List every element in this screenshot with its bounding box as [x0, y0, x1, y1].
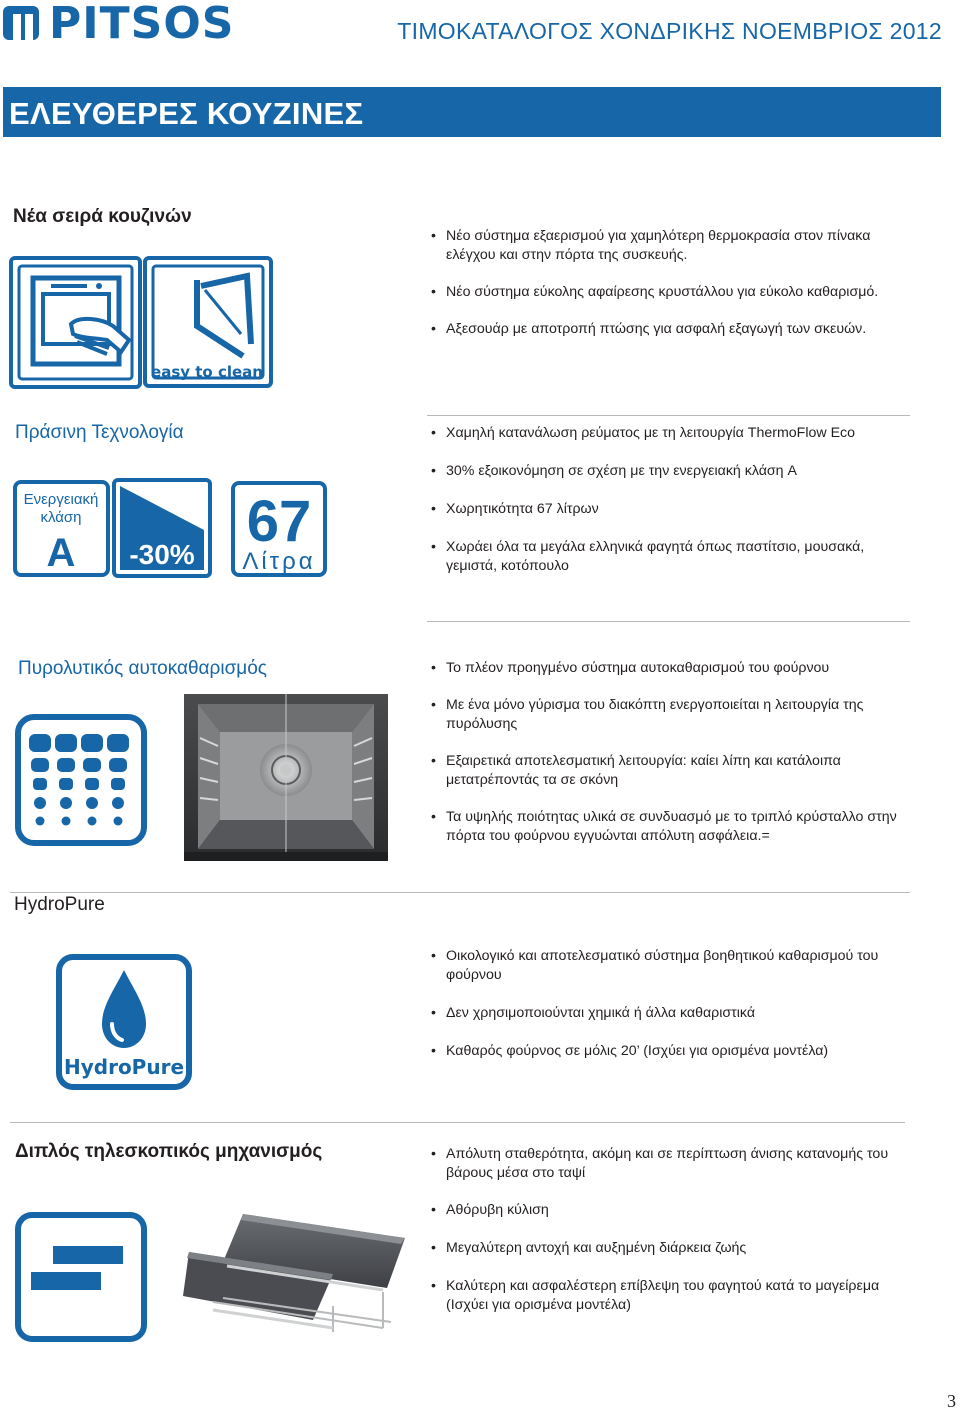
document-title: ΤΙΜΟΚΑΤΑΛΟΓΟΣ ΧΟΝΔΡΙΚΗΣ ΝΟΕΜΒΡΙΟΣ 2012	[397, 18, 942, 44]
list-item: • Χωρητικότητα 67 λίτρων	[431, 500, 911, 519]
section-title-new-series: Νέα σειρά κουζινών	[13, 206, 192, 227]
list-item: • Καθαρός φούρνος σε μόλις 20’ (Ισχύει για ορισμένα μοντέλα)	[431, 1042, 931, 1061]
list-item: • Αξεσουάρ με αποτροπή πτώσης για ασφαλή εξαγωγή των σκευών.	[431, 320, 881, 339]
telescopic-rails-photo	[183, 1210, 409, 1334]
section-title-pyrolytic: Πυρολυτικός αυτοκαθαρισμός	[18, 658, 267, 679]
list-item: • Νέο σύστημα εξαερισμού για χαμηλότερη θερμοκρασία στον πίνακα ελέγχου και στην πόρτα της συσκευής.	[431, 227, 881, 265]
banner-title: ΕΛΕΥΘΕΡΕΣ ΚΟΥΖΙΝΕΣ	[9, 96, 364, 131]
section-title-hydropure: HydroPure	[14, 894, 105, 915]
green-tech-bullets	[431, 424, 911, 576]
pyrolytic-bullets	[431, 659, 911, 846]
list-item: • Νέο σύστημα εύκολης αφαίρεσης κρυστάλλου για εύκολο καθαρισμό.	[431, 283, 881, 302]
list-item: • Το πλέον προηγμένο σύστημα αυτοκαθαρισμού του φούρνου	[431, 659, 911, 678]
oven-ventilation-icon	[9, 256, 142, 389]
section-divider	[427, 621, 910, 622]
brand-logo	[3, 0, 235, 49]
list-item: • Μεγαλύτερη αντοχή και αυξημένη διάρκεια ζωής	[431, 1239, 916, 1258]
hydropure-icon	[56, 954, 192, 1090]
list-item: • 30% εξοικονόμηση σε σχέση με την ενεργειακή κλάση A	[431, 462, 911, 481]
list-item: • Με ένα μόνο γύρισμα του διακόπτη ενεργοποιείται η λειτουργία της πυρόλυσης	[431, 696, 911, 734]
section-divider	[10, 892, 910, 893]
category-banner	[3, 87, 941, 137]
energy-class-icon	[13, 480, 110, 577]
brand-name: PITSOS	[49, 0, 235, 49]
list-item: • Χαμηλή κατανάλωση ρεύματος με τη λειτουργία ThermoFlow Eco	[431, 424, 911, 443]
list-item: • Καλύτερη και ασφαλέστερη επίβλεψη του φαγητού κατά το μαγείρεμα (Ισχύει για ορισμένα μοντέλα)	[431, 1277, 916, 1315]
energy-label-line1: Ενεργειακή	[23, 491, 99, 508]
hydropure-bullets	[431, 947, 931, 1061]
telescopic-rails-icon	[15, 1212, 147, 1342]
hydropure-logo-label: HydroPure	[63, 1055, 185, 1079]
saving-label: -30%	[129, 539, 195, 570]
capacity-icon	[231, 481, 327, 577]
oven-interior-photo	[184, 694, 388, 861]
section-title-green-tech: Πράσινη Τεχνολογία	[15, 422, 184, 443]
list-item: • Τα υψηλής ποιότητας υλικά σε συνδυασμό με το τριπλό κρύσταλλο στην πόρτα του φούρνου εγγυώνται απόλυτη ασφάλεια.=	[431, 808, 911, 846]
list-item: • Αθόρυβη κύλιση	[431, 1201, 916, 1220]
new-series-bullets	[431, 227, 881, 339]
telescopic-bullets	[431, 1145, 916, 1315]
pyrolytic-dots-icon	[15, 714, 147, 846]
section-divider	[10, 1122, 905, 1123]
pitsos-mark-icon	[3, 2, 43, 46]
list-item: • Οικολογικό και αποτελεσματικό σύστημα βοηθητικού καθαρισμού του φούρνου	[431, 947, 931, 985]
easy-clean-label: easy to clean	[151, 363, 263, 381]
energy-label-line2: κλάση	[40, 509, 82, 526]
list-item: • Δεν χρησιμοποιούνται χημικά ή άλλα καθαριστικά	[431, 1004, 931, 1023]
page-number: 3	[947, 1391, 956, 1411]
easy-to-clean-icon	[143, 256, 273, 388]
energy-class-letter: A	[46, 531, 76, 575]
capacity-value: 67	[246, 489, 312, 554]
section-divider	[427, 415, 910, 416]
list-item: • Εξαιρετικά αποτελεσματική λειτουργία: καίει λίπη και κατάλοιπα μετατρέποντάς τα σε σκόνη	[431, 752, 911, 790]
energy-saving-icon	[112, 478, 212, 578]
list-item: • Απόλυτη σταθερότητα, ακόμη και σε περίπτωση άνισης κατανομής του βάρους μέσα στο ταψί	[431, 1145, 916, 1183]
capacity-unit: Λίτρα	[242, 548, 316, 575]
list-item: • Χωράει όλα τα μεγάλα ελληνικά φαγητά όπως παστίτσιο, μουσακά, γεμιστά, κοτόπουλο	[431, 538, 911, 576]
section-title-telescopic: Διπλός τηλεσκοπικός μηχανισμός	[15, 1141, 323, 1162]
